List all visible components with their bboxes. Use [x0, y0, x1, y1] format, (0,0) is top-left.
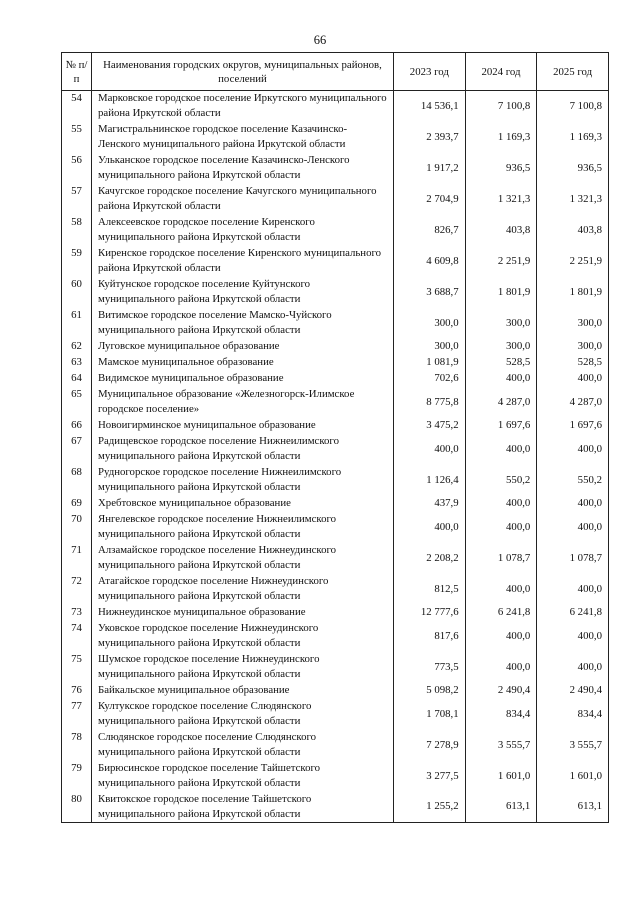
value-2024: 2 251,9 — [465, 246, 537, 277]
row-number: 75 — [62, 652, 92, 683]
value-2025: 3 555,7 — [537, 730, 609, 761]
table-row — [62, 215, 609, 246]
value-2025: 6 241,8 — [537, 605, 609, 621]
value-2023: 702,6 — [394, 371, 466, 387]
row-name: Култукское городское поселение Слюдянского муниципального района Иркутской области — [92, 699, 394, 730]
row-name: Луговское муниципальное образование — [92, 339, 394, 355]
header-2023: 2023 год — [394, 53, 466, 91]
row-number: 61 — [62, 308, 92, 339]
value-2024: 6 241,8 — [465, 605, 537, 621]
value-2023: 2 393,7 — [394, 122, 466, 153]
value-2024: 550,2 — [465, 465, 537, 496]
value-2024: 400,0 — [465, 512, 537, 543]
value-2024: 7 100,8 — [465, 91, 537, 122]
value-2025: 528,5 — [537, 355, 609, 371]
value-2023: 4 609,8 — [394, 246, 466, 277]
value-2023: 1 255,2 — [394, 792, 466, 823]
value-2024: 400,0 — [465, 434, 537, 465]
value-2025: 2 490,4 — [537, 683, 609, 699]
value-2023: 1 081,9 — [394, 355, 466, 371]
row-number: 67 — [62, 434, 92, 465]
table-row — [62, 574, 609, 605]
row-name: Алексеевское городское поселение Киренского муниципального района Иркутской области — [92, 215, 394, 246]
table-row — [62, 308, 609, 339]
row-name: Марковское городское поселение Иркутского муниципального района Иркутской области — [92, 91, 394, 122]
row-number: 56 — [62, 153, 92, 184]
value-2024: 4 287,0 — [465, 387, 537, 418]
table-row — [62, 184, 609, 215]
row-number: 60 — [62, 277, 92, 308]
table-row — [62, 683, 609, 699]
row-name: Рудногорское городское поселение Нижнеилимского муниципального района Иркутской области — [92, 465, 394, 496]
value-2024: 400,0 — [465, 652, 537, 683]
value-2023: 817,6 — [394, 621, 466, 652]
row-name: Киренское городское поселение Киренского муниципального района Иркутской области — [92, 246, 394, 277]
row-name: Видимское муниципальное образование — [92, 371, 394, 387]
value-2023: 437,9 — [394, 496, 466, 512]
table-row — [62, 153, 609, 184]
value-2024: 1 697,6 — [465, 418, 537, 434]
row-name: Нижнеудинское муниципальное образование — [92, 605, 394, 621]
row-name: Мамское муниципальное образование — [92, 355, 394, 371]
value-2023: 3 688,7 — [394, 277, 466, 308]
row-number: 64 — [62, 371, 92, 387]
value-2024: 400,0 — [465, 621, 537, 652]
value-2024: 3 555,7 — [465, 730, 537, 761]
value-2025: 400,0 — [537, 512, 609, 543]
row-number: 54 — [62, 91, 92, 122]
value-2023: 1 126,4 — [394, 465, 466, 496]
table-row — [62, 543, 609, 574]
value-2025: 400,0 — [537, 434, 609, 465]
row-number: 65 — [62, 387, 92, 418]
value-2025: 1 801,9 — [537, 277, 609, 308]
table-row — [62, 652, 609, 683]
value-2023: 773,5 — [394, 652, 466, 683]
row-name: Слюдянское городское поселение Слюдянского муниципального района Иркутской области — [92, 730, 394, 761]
header-name: Наименования городских округов, муниципальных районов, поселений — [92, 53, 394, 91]
value-2024: 1 078,7 — [465, 543, 537, 574]
row-number: 76 — [62, 683, 92, 699]
table-row — [62, 418, 609, 434]
value-2024: 1 801,9 — [465, 277, 537, 308]
value-2024: 300,0 — [465, 339, 537, 355]
row-name: Витимское городское поселение Мамско-Чуйского муниципального района Иркутской области — [92, 308, 394, 339]
row-name: Янгелевское городское поселение Нижнеилимского муниципального района Иркутской области — [92, 512, 394, 543]
value-2023: 1 708,1 — [394, 699, 466, 730]
row-name: Квитокское городское поселение Тайшетского муниципального района Иркутской области — [92, 792, 394, 823]
row-number: 57 — [62, 184, 92, 215]
value-2025: 400,0 — [537, 574, 609, 605]
header-2025: 2025 год — [537, 53, 609, 91]
value-2024: 2 490,4 — [465, 683, 537, 699]
value-2023: 14 536,1 — [394, 91, 466, 122]
row-name: Бирюсинское городское поселение Тайшетского муниципального района Иркутской области — [92, 761, 394, 792]
value-2025: 936,5 — [537, 153, 609, 184]
row-number: 80 — [62, 792, 92, 823]
value-2025: 834,4 — [537, 699, 609, 730]
table-row — [62, 355, 609, 371]
table-row — [62, 339, 609, 355]
value-2024: 1 601,0 — [465, 761, 537, 792]
table-row — [62, 605, 609, 621]
row-number: 63 — [62, 355, 92, 371]
table-body — [62, 91, 609, 823]
value-2025: 1 697,6 — [537, 418, 609, 434]
value-2024: 400,0 — [465, 371, 537, 387]
value-2025: 613,1 — [537, 792, 609, 823]
value-2024: 400,0 — [465, 496, 537, 512]
row-name: Новоигирминское муниципальное образование — [92, 418, 394, 434]
value-2024: 300,0 — [465, 308, 537, 339]
value-2024: 1 321,3 — [465, 184, 537, 215]
value-2025: 4 287,0 — [537, 387, 609, 418]
value-2023: 2 704,9 — [394, 184, 466, 215]
table-row — [62, 699, 609, 730]
table-header-row — [62, 53, 609, 91]
table-row — [62, 621, 609, 652]
row-number: 79 — [62, 761, 92, 792]
value-2024: 400,0 — [465, 574, 537, 605]
value-2023: 12 777,6 — [394, 605, 466, 621]
row-number: 70 — [62, 512, 92, 543]
row-number: 74 — [62, 621, 92, 652]
value-2025: 7 100,8 — [537, 91, 609, 122]
value-2023: 3 475,2 — [394, 418, 466, 434]
table-row — [62, 387, 609, 418]
table-row — [62, 792, 609, 823]
value-2025: 400,0 — [537, 652, 609, 683]
value-2024: 834,4 — [465, 699, 537, 730]
row-name: Атагайское городское поселение Нижнеудинского муниципального района Иркутской области — [92, 574, 394, 605]
table-row — [62, 434, 609, 465]
row-number: 72 — [62, 574, 92, 605]
row-name: Байкальское муниципальное образование — [92, 683, 394, 699]
row-number: 62 — [62, 339, 92, 355]
value-2024: 613,1 — [465, 792, 537, 823]
row-number: 69 — [62, 496, 92, 512]
table-row — [62, 496, 609, 512]
budget-allocation-table — [61, 52, 609, 823]
row-number: 73 — [62, 605, 92, 621]
value-2023: 8 775,8 — [394, 387, 466, 418]
row-number: 68 — [62, 465, 92, 496]
value-2024: 528,5 — [465, 355, 537, 371]
value-2023: 1 917,2 — [394, 153, 466, 184]
row-number: 66 — [62, 418, 92, 434]
value-2024: 403,8 — [465, 215, 537, 246]
row-name: Ульканское городское поселение Казачинско-Ленского муниципального района Иркутской области — [92, 153, 394, 184]
row-number: 59 — [62, 246, 92, 277]
value-2025: 1 601,0 — [537, 761, 609, 792]
table-row — [62, 730, 609, 761]
row-name: Куйтунское городское поселение Куйтунского муниципального района Иркутской области — [92, 277, 394, 308]
row-name: Алзамайское городское поселение Нижнеудинского муниципального района Иркутской области — [92, 543, 394, 574]
row-name: Качугское городское поселение Качугского муниципального района Иркутской области — [92, 184, 394, 215]
page-number: 66 — [313, 33, 327, 47]
value-2025: 300,0 — [537, 308, 609, 339]
table-row — [62, 371, 609, 387]
table-row — [62, 122, 609, 153]
row-number: 55 — [62, 122, 92, 153]
value-2025: 1 078,7 — [537, 543, 609, 574]
table-row — [62, 512, 609, 543]
value-2025: 400,0 — [537, 496, 609, 512]
row-name: Хребтовское муниципальное образование — [92, 496, 394, 512]
value-2023: 7 278,9 — [394, 730, 466, 761]
table-row — [62, 465, 609, 496]
value-2023: 826,7 — [394, 215, 466, 246]
header-2024: 2024 год — [465, 53, 537, 91]
value-2023: 300,0 — [394, 308, 466, 339]
row-name: Муниципальное образование «Железногорск-Илимское городское поселение» — [92, 387, 394, 418]
value-2023: 400,0 — [394, 434, 466, 465]
row-name: Шумское городское поселение Нижнеудинского муниципального района Иркутской области — [92, 652, 394, 683]
value-2023: 2 208,2 — [394, 543, 466, 574]
value-2024: 936,5 — [465, 153, 537, 184]
value-2023: 3 277,5 — [394, 761, 466, 792]
row-number: 71 — [62, 543, 92, 574]
value-2025: 1 321,3 — [537, 184, 609, 215]
table-row — [62, 246, 609, 277]
value-2023: 812,5 — [394, 574, 466, 605]
row-number: 78 — [62, 730, 92, 761]
table-row — [62, 761, 609, 792]
value-2025: 403,8 — [537, 215, 609, 246]
row-name: Радищевское городское поселение Нижнеилимского муниципального района Иркутской области — [92, 434, 394, 465]
value-2024: 1 169,3 — [465, 122, 537, 153]
row-number: 58 — [62, 215, 92, 246]
value-2025: 2 251,9 — [537, 246, 609, 277]
value-2023: 400,0 — [394, 512, 466, 543]
row-name: Уковское городское поселение Нижнеудинского муниципального района Иркутской области — [92, 621, 394, 652]
value-2025: 1 169,3 — [537, 122, 609, 153]
value-2023: 300,0 — [394, 339, 466, 355]
value-2025: 400,0 — [537, 621, 609, 652]
value-2025: 400,0 — [537, 371, 609, 387]
value-2023: 5 098,2 — [394, 683, 466, 699]
table-row — [62, 91, 609, 122]
row-name: Магистральнинское городское поселение Казачинско-Ленского муниципального района Иркутской области — [92, 122, 394, 153]
value-2025: 550,2 — [537, 465, 609, 496]
table-row — [62, 277, 609, 308]
header-row-number: № п/п — [62, 53, 92, 91]
row-number: 77 — [62, 699, 92, 730]
value-2025: 300,0 — [537, 339, 609, 355]
